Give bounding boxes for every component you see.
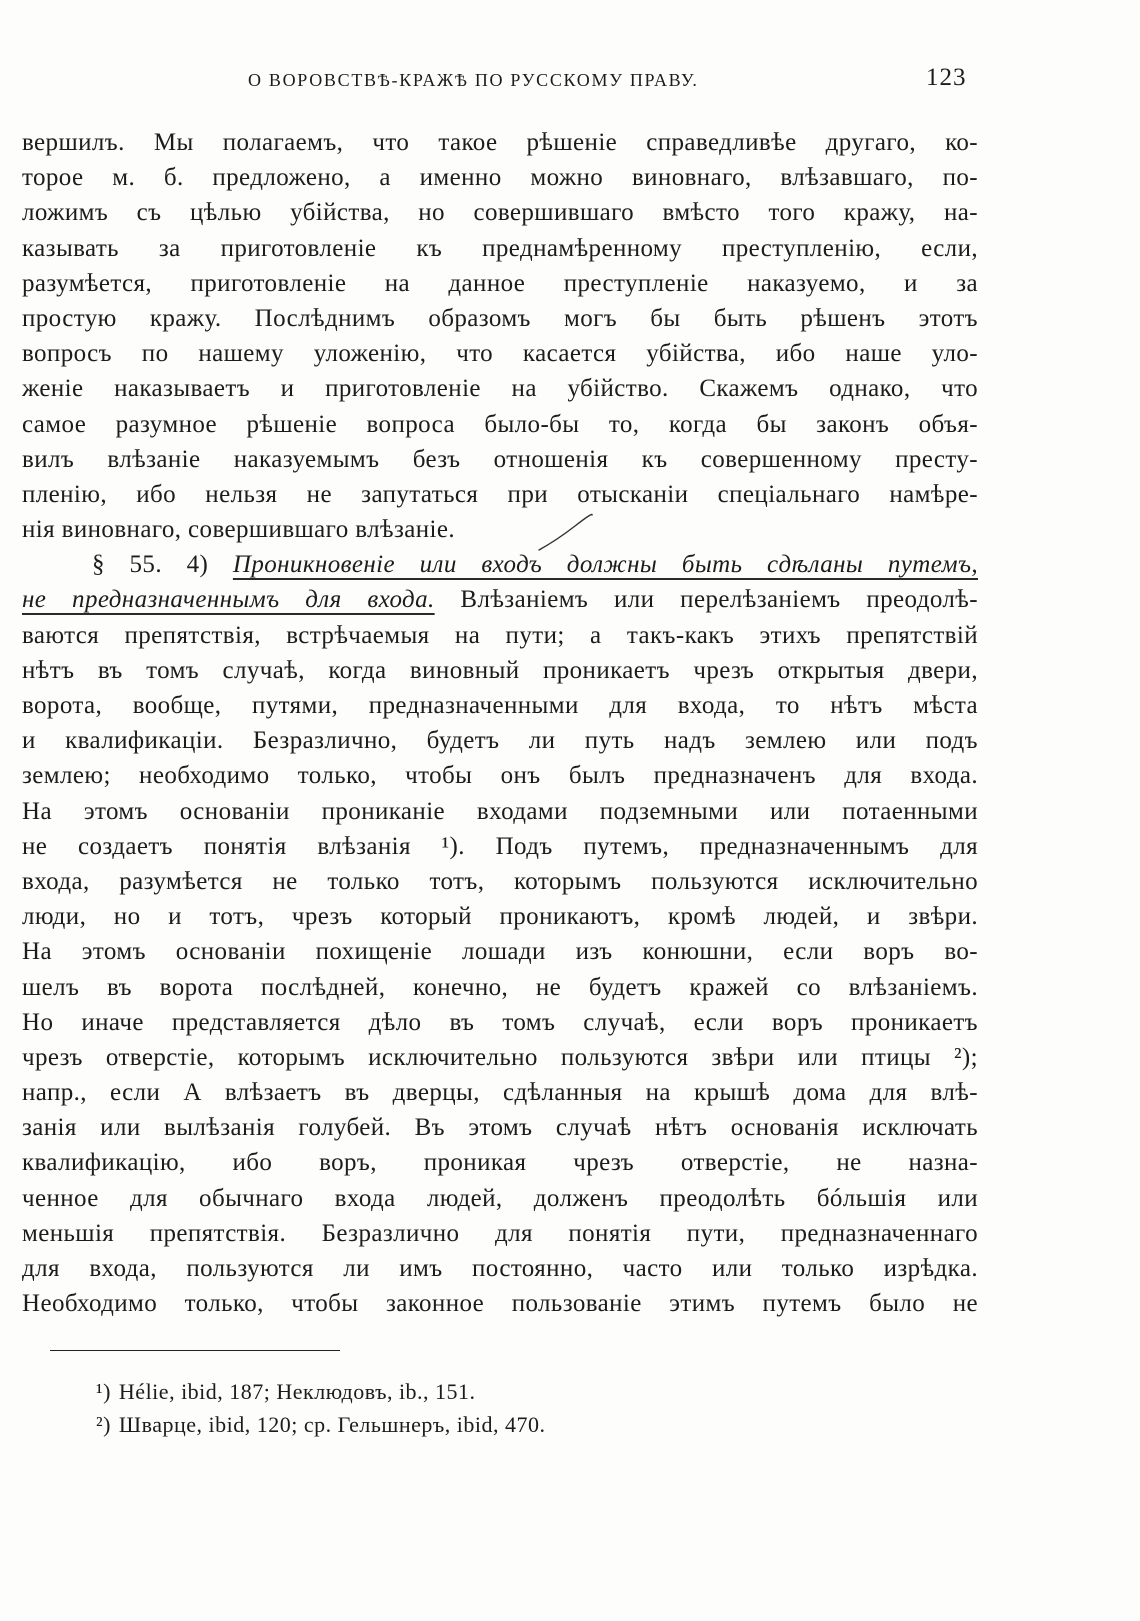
text-line: нѣтъ въ томъ случаѣ, когда виновный проникаетъ чрезъ открытыя двери, [22, 656, 978, 684]
footnote [96, 1375, 546, 1408]
footnote-marker: ²) [96, 1412, 111, 1437]
text-line: занія или вылѣзанія голубей. Въ этомъ случаѣ нѣтъ основанія исключать [22, 1114, 978, 1142]
text-line: землею; необходимо только, чтобы онъ былъ предназначенъ для входа. [22, 762, 978, 790]
footnotes [96, 1375, 546, 1441]
section-number: § 55. 4) [92, 551, 233, 579]
footnote [96, 1408, 546, 1441]
footnote-rule [50, 1350, 340, 1351]
text-line: ваются препятствія, встрѣчаемыя на пути; а такъ-какъ этихъ препятствій [22, 621, 978, 649]
text-line: самое разумное рѣшеніе вопроса было-бы то, когда бы законъ объя- [22, 410, 978, 438]
text-line: не создаетъ понятія влѣзанія ¹). Подъ путемъ, предназначеннымъ для [22, 832, 978, 860]
text-line: и квалификаціи. Безразлично, будетъ ли путь надъ землею или подъ [22, 727, 978, 755]
text-line: квалификацію, ибо воръ, проникая чрезъ отверстіе, не назна- [22, 1149, 978, 1177]
section-heading-line [22, 582, 978, 617]
text-line: вопросъ по нашему уложенію, что касается убійства, ибо наше уло- [22, 340, 978, 368]
text-line: шелъ въ ворота послѣдней, конечно, не будетъ кражей со влѣзаніемъ. [22, 973, 978, 1001]
text-line: ченное для обычнаго входа людей, долженъ преодолѣть бóльшія или [22, 1184, 978, 1212]
text-line: Но иначе представляется дѣло въ томъ случаѣ, если воръ проникаетъ [22, 1008, 978, 1036]
text-line: На этомъ основаніи похищеніе лошади изъ конюшни, если воръ во- [22, 938, 978, 966]
text-line: ворота, вообще, путями, предназначенными для входа, то нѣтъ мѣста [22, 692, 978, 719]
text-line: пленію, ибо нельзя не запутаться при отысканіи спеціальнаго намѣре- [22, 480, 978, 508]
text-run: Влѣзаніемъ или перелѣзаніемъ преодолѣ- [434, 586, 978, 614]
footnote-text: Hélie, ibid, 187; Неклюдовъ, ib., 151. [118, 1379, 476, 1404]
text-line: торое м. б. предложено, а именно можно виновнаго, влѣзавшаго, по- [22, 164, 978, 192]
text-line: На этомъ основаніи прониканіе входами подземными или потаенными [22, 797, 978, 825]
pencil-check-mark [535, 512, 595, 554]
text-line: нія виновнаго, совершившаго влѣзаніе. [22, 516, 456, 544]
section-emphasis: Проникновеніе или входъ должны быть сдѣланы путемъ, [232, 551, 978, 579]
running-head-title: О ВОРОВСТВѢ-КРАЖѢ ПО РУССКОМУ ПРАВУ. [248, 70, 699, 90]
page-number: 123 [926, 64, 967, 91]
text-line: для входа, пользуются ли имъ постоянно, часто или только изрѣдка. [22, 1255, 978, 1282]
footnote-text: Шварце, ibid, 120; ср. Гельшнеръ, ibid, 470. [118, 1412, 546, 1437]
text-line: чрезъ отверстіе, которымъ исключительно пользуются звѣри или птицы ²); [22, 1043, 978, 1071]
text-line: казывать за приготовленіе къ преднамѣренному преступленію, если, [22, 234, 978, 262]
text-line: вершилъ. Мы полагаемъ, что такое рѣшеніе справедливѣе другаго, ко- [22, 129, 978, 156]
text-line: меньшія препятствія. Безразлично для понятія пути, предназначеннаго [22, 1219, 978, 1247]
text-line: напр., если А влѣзаетъ въ дверцы, сдѣланныя на крышѣ дома для влѣ- [22, 1079, 978, 1107]
body-text [22, 125, 978, 1321]
section-heading-line [22, 547, 978, 582]
footnote-marker: ¹) [96, 1379, 111, 1404]
text-line: разумѣется, приготовленіе на данное преступленіе наказуемо, и за [22, 269, 978, 297]
section-emphasis: не предназначеннымъ для входа. [22, 586, 435, 614]
text-line: вилъ влѣзаніе наказуемымъ безъ отношенія къ совершенному престу- [22, 445, 978, 473]
text-line: ложимъ съ цѣлью убійства, но совершившаго вмѣсто того кражу, на- [22, 199, 978, 227]
text-line: женіе наказываетъ и приготовленіе на убійство. Скажемъ однако, что [22, 375, 978, 403]
text-line: простую кражу. Послѣднимъ образомъ могъ бы быть рѣшенъ этотъ [22, 304, 978, 332]
text-line: входа, разумѣется не только тотъ, которымъ пользуются исключительно [22, 867, 978, 895]
text-line: люди, но и тотъ, чрезъ который проникаютъ, кромѣ людей, и звѣри. [22, 903, 978, 931]
text-line: Необходимо только, чтобы законное пользованіе этимъ путемъ было не [22, 1290, 978, 1318]
